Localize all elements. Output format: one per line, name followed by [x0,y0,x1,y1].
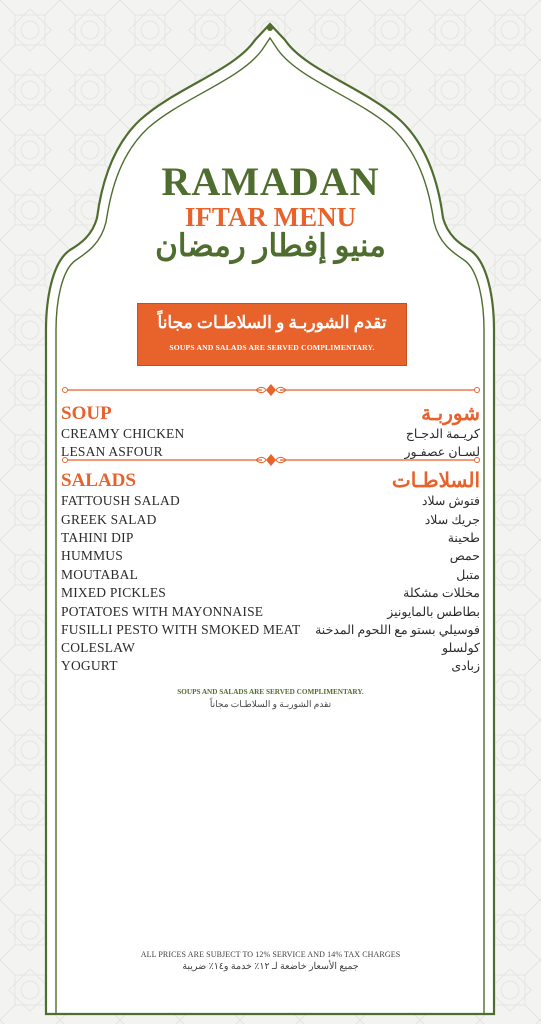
menu-item: COLESLAW [61,640,136,655]
ornament-divider [60,453,482,467]
banner-text-arabic: تقدم الشوربـة و السلاطـات مجاناً [157,313,387,332]
menu-item: MIXED PICKLES [61,585,166,600]
soup-heading-arabic: شوربـة [421,403,480,425]
menu-item-arabic: جريك سلاد [424,513,480,527]
menu-item-arabic: فوسيلي بستو مع اللحوم المدخنة [315,623,480,637]
tax-disclaimer-arabic: جميع الأسعار خاضعة لـ ١٢٪ خدمة و١٤٪ ضريبة [182,962,359,972]
menu-item: LESAN ASFOUR [61,444,163,459]
menu-item: MOUTABAL [61,567,139,582]
menu-item-arabic: زبادى [451,659,480,673]
menu-item: FATTOUSH SALAD [61,493,180,508]
soup-heading: SOUP [61,403,112,424]
menu-item: HUMMUS [61,548,123,563]
menu-subtitle: IFTAR MENU [184,202,357,232]
menu-item-arabic: طحينة [447,531,480,545]
menu-item-arabic: حمص [449,549,480,563]
complimentary-note: SOUPS AND SALADS ARE SERVED COMPLIMENTARY. [177,688,364,696]
tax-disclaimer: ALL PRICES ARE SUBJECT TO 12% SERVICE AND 14% TAX CHARGES [140,950,401,959]
menu-item: TAHINI DIP [61,530,134,545]
menu-item-arabic: كريـمة الدجـاج [405,427,480,441]
menu-item: YOGURT [61,658,118,673]
menu-item-arabic: لسـان عصفـور [404,445,480,459]
complimentary-banner [137,303,407,366]
menu-item: GREEK SALAD [61,512,157,527]
menu-item-arabic: فتوش سلاد [421,494,480,508]
salads-heading: SALADS [61,470,136,491]
menu-title: RAMADAN [161,159,380,204]
menu-item-arabic: بطاطس بالمايونيز [387,605,480,619]
banner-text-english: SOUPS AND SALADS ARE SERVED COMPLIMENTARY. [169,343,375,352]
menu-item: FUSILLI PESTO WITH SMOKED MEAT [61,622,301,637]
complimentary-note-arabic: تقدم الشوربـة و السلاطـات مجاناً [209,699,332,709]
menu-item-arabic: كولسلو [442,641,480,655]
menu-item-arabic: مخللات مشكلة [403,586,480,600]
menu-title-arabic: منيو إفطار رمضان [155,228,386,263]
menu-item-arabic: متبل [456,568,480,582]
menu-item: CREAMY CHICKEN [61,426,185,441]
ornament-divider [60,383,482,397]
salads-heading-arabic: السلاطـات [391,470,480,492]
menu-item: POTATOES WITH MAYONNAISE [61,604,264,619]
